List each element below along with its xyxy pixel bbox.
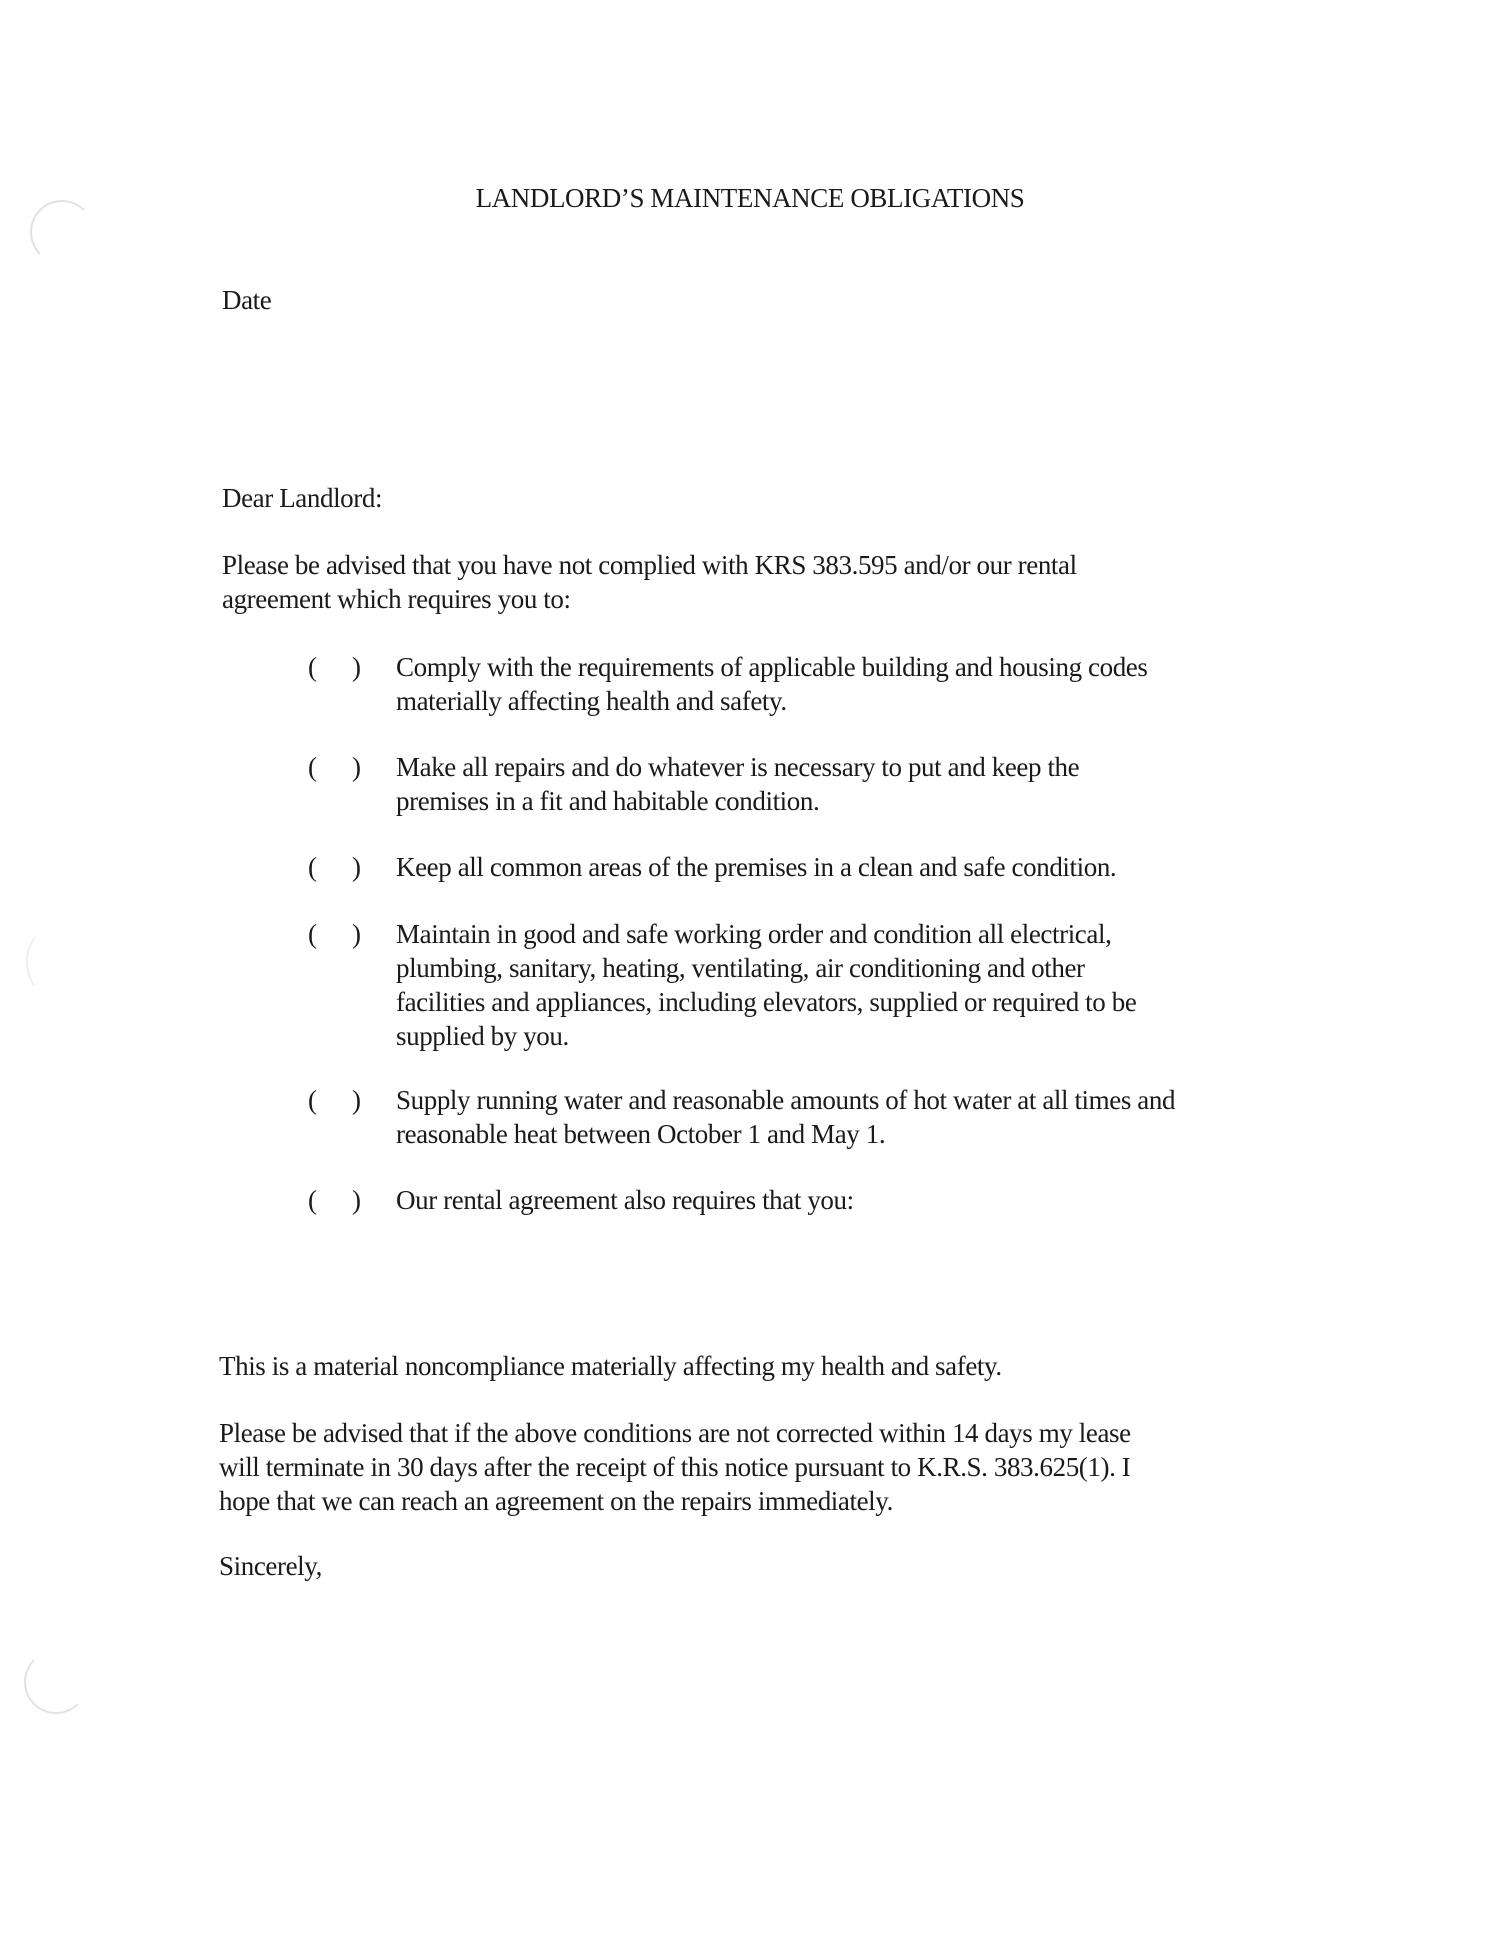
notice-line: hope that we can reach an agreement on the repairs immediately.: [219, 1486, 893, 1516]
intro-paragraph: [222, 548, 1077, 616]
notice-line: Please be advised that if the above conditions are not corrected within 14 days my lease: [219, 1418, 1131, 1448]
hole-punch-mark-middle: [26, 930, 70, 994]
notice-line: will terminate in 30 days after the receipt of this notice pursuant to K.R.S. 383.625(1). I: [219, 1452, 1131, 1482]
checkbox-close-paren[interactable]: ): [352, 852, 361, 882]
item-line: materially affecting health and safety.: [396, 686, 787, 716]
closing: Sincerely,: [219, 1551, 322, 1581]
checkbox-close-paren[interactable]: ): [352, 919, 361, 949]
intro-line: agreement which requires you to:: [222, 584, 571, 614]
noncompliance-statement: This is a material noncompliance materially affecting my health and safety.: [219, 1351, 1002, 1381]
checkbox-open-paren[interactable]: (: [308, 919, 317, 949]
checkbox-open-paren[interactable]: (: [308, 1085, 317, 1115]
item-line: premises in a fit and habitable condition.: [396, 786, 820, 816]
checkbox-close-paren[interactable]: ): [352, 1185, 361, 1215]
item-line: reasonable heat between October 1 and May 1.: [396, 1119, 886, 1149]
checkbox-open-paren[interactable]: (: [308, 1185, 317, 1215]
checkbox-open-paren[interactable]: (: [308, 652, 317, 682]
checkbox-open-paren[interactable]: (: [308, 752, 317, 782]
item-line: plumbing, sanitary, heating, ventilating, air conditioning and other: [396, 953, 1085, 983]
item-line: Comply with the requirements of applicable building and housing codes: [396, 652, 1148, 682]
item-line: Maintain in good and safe working order and condition all electrical,: [396, 919, 1112, 949]
notice-paragraph: [219, 1416, 1131, 1518]
intro-line: Please be advised that you have not complied with KRS 383.595 and/or our rental: [222, 550, 1077, 580]
checkbox-close-paren[interactable]: ): [352, 752, 361, 782]
item-line: supplied by you.: [396, 1021, 569, 1051]
item-line: Keep all common areas of the premises in a clean and safe condition.: [396, 852, 1117, 882]
checkbox-open-paren[interactable]: (: [308, 852, 317, 882]
checkbox-close-paren[interactable]: ): [352, 652, 361, 682]
checkbox-close-paren[interactable]: ): [352, 1085, 361, 1115]
date-label: Date: [222, 285, 272, 315]
item-line: facilities and appliances, including elevators, supplied or required to be: [396, 987, 1137, 1017]
item-line: Our rental agreement also requires that you:: [396, 1185, 854, 1215]
hole-punch-mark-bottom: [24, 1650, 88, 1714]
page-title: LANDLORD’S MAINTENANCE OBLIGATIONS: [475, 183, 1025, 213]
item-line: Make all repairs and do whatever is necessary to put and keep the: [396, 752, 1080, 782]
salutation: Dear Landlord:: [222, 483, 383, 513]
item-line: Supply running water and reasonable amounts of hot water at all times and: [396, 1085, 1176, 1115]
